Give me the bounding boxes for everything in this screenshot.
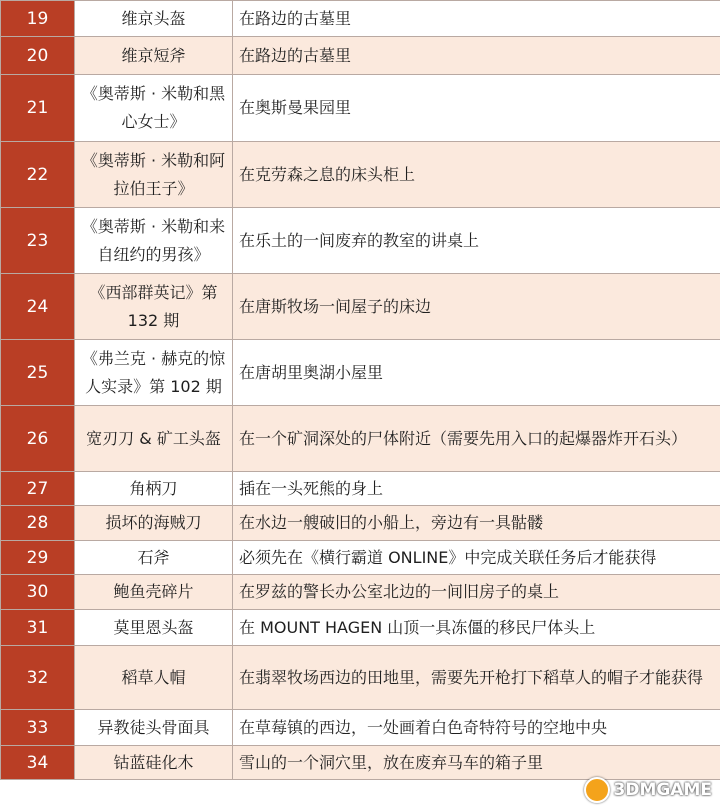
- item-location: 在一个矿洞深处的尸体附近（需要先用入口的起爆器炸开石头）: [233, 406, 720, 472]
- item-name: 角柄刀: [75, 472, 233, 506]
- row-number: 24: [1, 274, 75, 340]
- item-location: 在奥斯曼果园里: [233, 75, 720, 142]
- row-number: 28: [1, 506, 75, 541]
- table-row: [1, 1, 720, 37]
- item-name: 莫里恩头盔: [75, 610, 233, 646]
- table-row: [1, 610, 720, 646]
- watermark-text: 3DMGAME: [613, 780, 712, 800]
- table-row: [1, 472, 720, 506]
- item-location: 在路边的古墓里: [233, 37, 720, 75]
- table-row: [1, 575, 720, 610]
- item-name: 《奥蒂斯 · 米勒和来自纽约的男孩》: [75, 208, 233, 274]
- item-location: 在唐胡里奥湖小屋里: [233, 340, 720, 406]
- item-name: 《西部群英记》第 132 期: [75, 274, 233, 340]
- item-name: 维京短斧: [75, 37, 233, 75]
- item-name: 损坏的海贼刀: [75, 506, 233, 541]
- table-row: [1, 142, 720, 208]
- table-row: [1, 75, 720, 142]
- watermark: [584, 777, 713, 803]
- item-location: 在 MOUNT HAGEN 山顶一具冻僵的移民尸体头上: [233, 610, 720, 646]
- table-row: [1, 506, 720, 541]
- item-location: 在乐土的一间废弃的教室的讲桌上: [233, 208, 720, 274]
- table-row: [1, 646, 720, 710]
- item-location: 雪山的一个洞穴里，放在废弃马车的箱子里: [233, 746, 720, 780]
- item-location: 在水边一艘破旧的小船上，旁边有一具骷髅: [233, 506, 720, 541]
- row-number: 29: [1, 541, 75, 575]
- item-name: 《奥蒂斯 · 米勒和阿拉伯王子》: [75, 142, 233, 208]
- row-number: 34: [1, 746, 75, 780]
- row-number: 20: [1, 37, 75, 75]
- item-name: 石斧: [75, 541, 233, 575]
- table-row: [1, 541, 720, 575]
- item-name: 钴蓝硅化木: [75, 746, 233, 780]
- row-number: 22: [1, 142, 75, 208]
- row-number: 32: [1, 646, 75, 710]
- table-row: [1, 274, 720, 340]
- item-name: 鲍鱼壳碎片: [75, 575, 233, 610]
- item-location: 在路边的古墓里: [233, 1, 720, 37]
- table-row: [1, 406, 720, 472]
- row-number: 33: [1, 710, 75, 746]
- table-row: [1, 746, 720, 780]
- row-number: 25: [1, 340, 75, 406]
- row-number: 31: [1, 610, 75, 646]
- table-row: [1, 208, 720, 274]
- row-number: 21: [1, 75, 75, 142]
- item-location: 在翡翠牧场西边的田地里，需要先开枪打下稻草人的帽子才能获得: [233, 646, 720, 710]
- item-name: 《弗兰克 · 赫克的惊人实录》第 102 期: [75, 340, 233, 406]
- row-number: 30: [1, 575, 75, 610]
- item-location: 插在一头死熊的身上: [233, 472, 720, 506]
- table-row: [1, 340, 720, 406]
- item-location: 在唐斯牧场一间屋子的床边: [233, 274, 720, 340]
- row-number: 19: [1, 1, 75, 37]
- table-row: [1, 37, 720, 75]
- item-name: 异教徒头骨面具: [75, 710, 233, 746]
- item-name: 维京头盔: [75, 1, 233, 37]
- row-number: 26: [1, 406, 75, 472]
- item-name: 《奥蒂斯 · 米勒和黑心女士》: [75, 75, 233, 142]
- item-name: 宽刃刀 & 矿工头盔: [75, 406, 233, 472]
- 3dmgame-logo-icon: [584, 777, 610, 803]
- item-location: 在罗兹的警长办公室北边的一间旧房子的桌上: [233, 575, 720, 610]
- row-number: 27: [1, 472, 75, 506]
- table-row: [1, 710, 720, 746]
- row-number: 23: [1, 208, 75, 274]
- item-location: 在克劳森之息的床头柜上: [233, 142, 720, 208]
- item-location: 在草莓镇的西边，一处画着白色奇特符号的空地中央: [233, 710, 720, 746]
- item-location: 必须先在《横行霸道 ONLINE》中完成关联任务后才能获得: [233, 541, 720, 575]
- item-name: 稻草人帽: [75, 646, 233, 710]
